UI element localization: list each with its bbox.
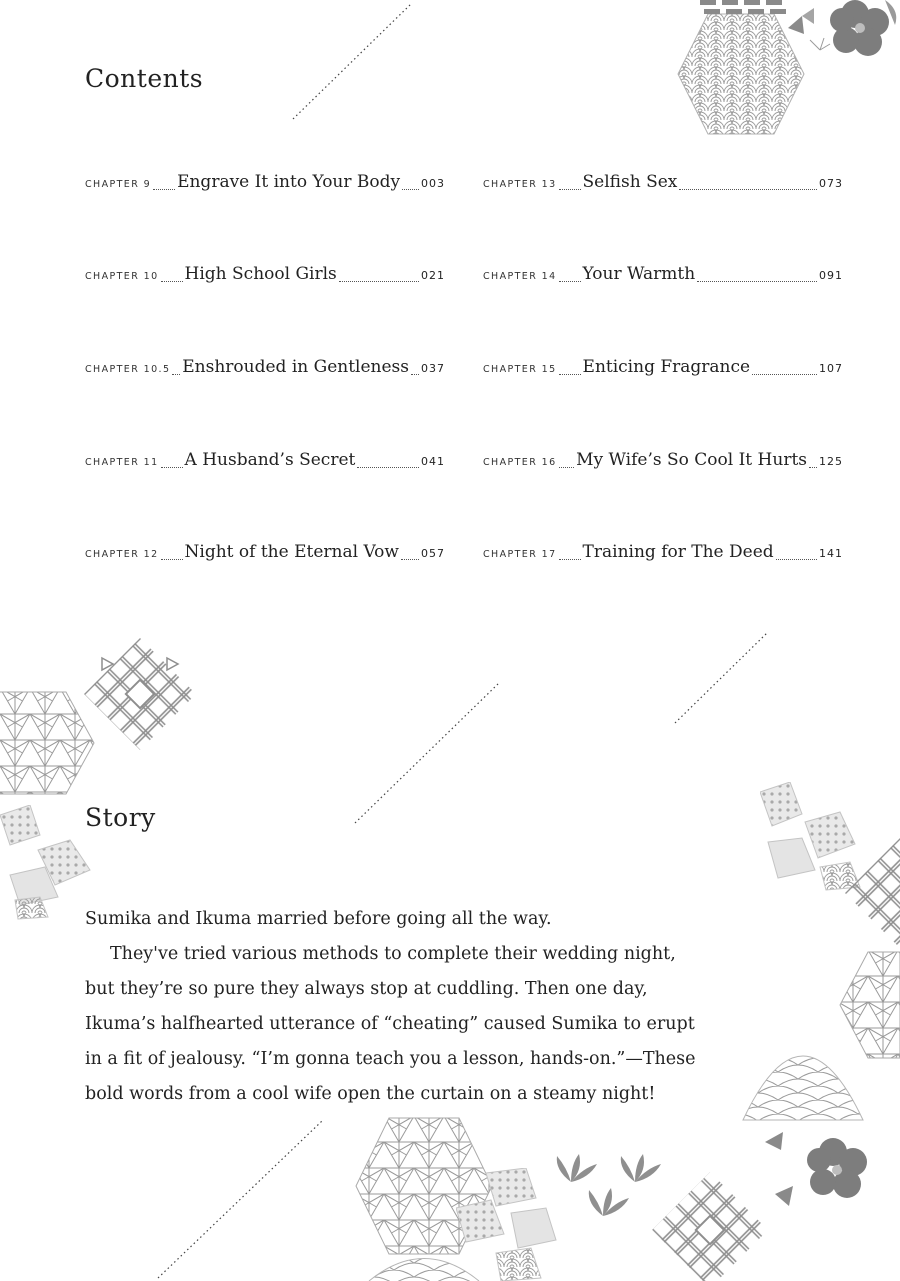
dot-leader bbox=[559, 559, 581, 560]
lattice-diamond-icon bbox=[650, 1170, 770, 1281]
dot-leader bbox=[402, 189, 419, 190]
chapter-label: CHAPTER 10 bbox=[85, 271, 159, 282]
chapter-title: A Husband’s Secret bbox=[184, 450, 356, 470]
chapter-label: CHAPTER 16 bbox=[483, 457, 557, 468]
patterned-leaves-icon bbox=[456, 1168, 566, 1281]
toc-entry[interactable] bbox=[483, 172, 843, 196]
chapter-label: CHAPTER 15 bbox=[483, 364, 557, 375]
chapter-title: Engrave It into Your Body bbox=[177, 172, 401, 192]
dot-leader bbox=[161, 467, 183, 468]
story-heading: Story bbox=[85, 803, 156, 832]
plum-blossom-icon bbox=[780, 0, 900, 70]
toc-entry[interactable] bbox=[483, 450, 843, 474]
chapter-title: Training for The Deed bbox=[582, 542, 774, 562]
toc-entry[interactable] bbox=[483, 357, 843, 381]
page-number: 091 bbox=[819, 269, 843, 282]
dot-leader bbox=[776, 559, 817, 560]
page-number: 107 bbox=[819, 362, 843, 375]
toc-entry[interactable] bbox=[85, 357, 445, 381]
story-paragraph: Sumika and Ikuma married before going all the way. bbox=[85, 909, 552, 929]
dot-leader bbox=[679, 189, 817, 190]
dotted-divider bbox=[352, 680, 502, 826]
toc-entry[interactable] bbox=[483, 542, 843, 566]
chapter-title: Enticing Fragrance bbox=[582, 357, 751, 377]
dot-leader bbox=[752, 374, 817, 375]
page-number: 125 bbox=[819, 455, 843, 468]
chapter-label: CHAPTER 10.5 bbox=[85, 364, 171, 375]
dotted-divider bbox=[155, 1118, 325, 1281]
dotted-divider bbox=[672, 630, 770, 726]
dot-leader bbox=[697, 281, 817, 282]
page-number: 037 bbox=[421, 362, 445, 375]
chapter-label: CHAPTER 11 bbox=[85, 457, 159, 468]
dot-leader bbox=[161, 559, 183, 560]
dot-leader bbox=[357, 467, 419, 468]
dot-leader bbox=[161, 281, 183, 282]
toc-entry[interactable] bbox=[85, 264, 445, 288]
dot-leader bbox=[153, 189, 175, 190]
dot-leader bbox=[559, 374, 581, 375]
lattice-diamond-icon bbox=[840, 838, 900, 948]
contents-heading: Contents bbox=[85, 64, 204, 93]
toc-entry[interactable] bbox=[483, 264, 843, 288]
page-number: 057 bbox=[421, 547, 445, 560]
dot-leader bbox=[172, 374, 180, 375]
chapter-label: CHAPTER 14 bbox=[483, 271, 557, 282]
chapter-label: CHAPTER 13 bbox=[483, 179, 557, 190]
page-number: 021 bbox=[421, 269, 445, 282]
page-number: 073 bbox=[819, 177, 843, 190]
chapter-label: CHAPTER 9 bbox=[85, 179, 152, 190]
dot-leader bbox=[339, 281, 419, 282]
lattice-diamond-icon bbox=[82, 636, 198, 752]
toc-entry[interactable] bbox=[85, 450, 445, 474]
page-number: 041 bbox=[421, 455, 445, 468]
wave-fan-icon bbox=[738, 1002, 868, 1122]
toc-entry[interactable] bbox=[85, 542, 445, 566]
dot-leader bbox=[401, 559, 419, 560]
chapter-title: My Wife’s So Cool It Hurts bbox=[576, 450, 807, 470]
dot-leader bbox=[559, 281, 581, 282]
page-number: 141 bbox=[819, 547, 843, 560]
chapter-title: High School Girls bbox=[184, 264, 337, 284]
chapter-label: CHAPTER 12 bbox=[85, 549, 159, 560]
page-number: 003 bbox=[421, 177, 445, 190]
chapter-title: Selfish Sex bbox=[582, 172, 678, 192]
chapter-label: CHAPTER 17 bbox=[483, 549, 557, 560]
chapter-title: Night of the Eternal Vow bbox=[184, 542, 399, 562]
dotted-divider bbox=[290, 0, 415, 122]
toc-entry[interactable] bbox=[85, 172, 445, 196]
story-text bbox=[85, 902, 705, 1112]
stripe-band-icon bbox=[700, 0, 790, 18]
chapter-title: Your Warmth bbox=[582, 264, 696, 284]
plum-blossom-icon bbox=[755, 1128, 875, 1218]
dot-leader bbox=[809, 467, 817, 468]
dot-leader bbox=[559, 467, 575, 468]
story-paragraph: They've tried various methods to complete their wedding night, but they’re so pure they always stop at cuddling. Then one day, Ikuma’s halfhearted utterance of “cheating” caused Sumika to erupt in a fit of jealousy. “I’m gonna teach you a lesson, hands-on.”—These bold words from a cool wife open the curtain on a steamy night! bbox=[85, 944, 696, 1104]
dot-leader bbox=[411, 374, 419, 375]
chapter-title: Enshrouded in Gentleness bbox=[182, 357, 409, 377]
dot-leader bbox=[559, 189, 581, 190]
